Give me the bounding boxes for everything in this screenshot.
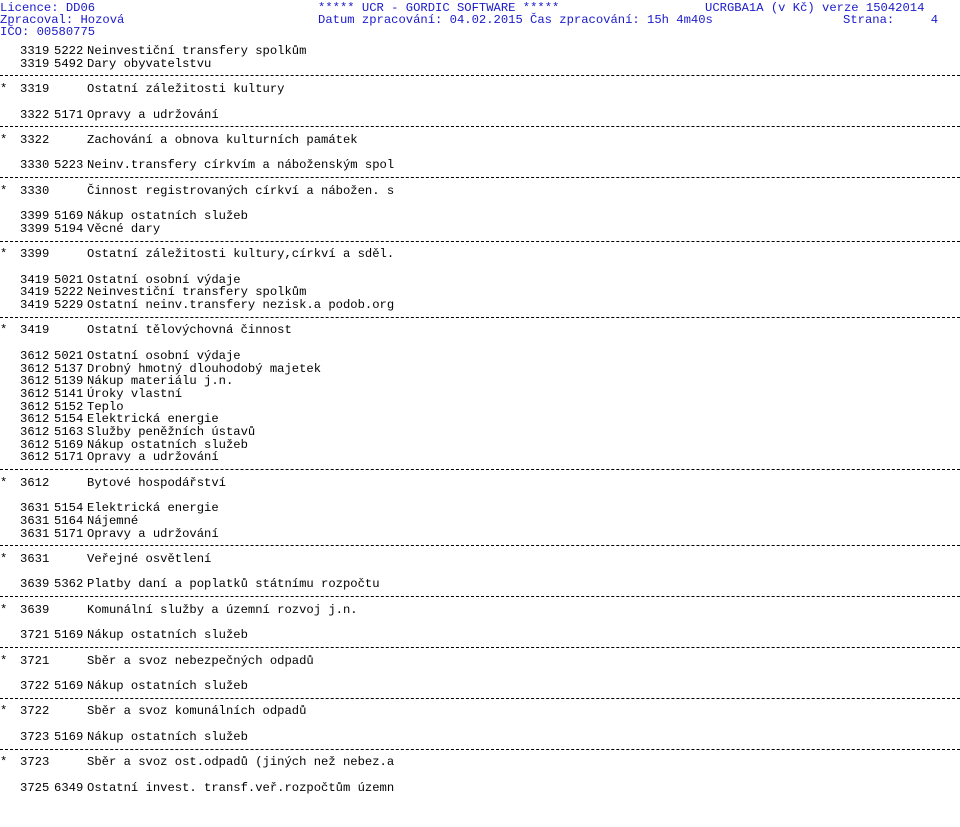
paragraph-code: 3322 [20,132,50,147]
paragraph-code: 3612 [20,361,50,376]
product-text: ***** UCR - GORDIC SOFTWARE ***** [318,1,560,15]
item-code: 5163 [54,425,84,439]
row-description: Opravy a udržování [87,450,219,465]
item-code: 5152 [54,399,84,414]
subtotal-marker: * [0,704,8,719]
paragraph-code: 3612 [20,425,50,439]
datum-text: Datum zpracování: 04.02.2015 [318,13,523,27]
paragraph-code: 3319 [20,44,50,58]
paragraph-code: 3612 [20,386,50,401]
subtotal-marker: * [0,183,8,198]
row-description: Nákup ostatních služeb [87,437,248,452]
item-code: 5171 [54,526,84,541]
row-description: Drobný hmotný dlouhodobý majetek [87,361,322,376]
item-code: 5169 [54,437,84,452]
row-description: Sběr a svoz nebezpečných odpadů [87,653,314,668]
row-description: Dary obyvatelstvu [87,56,212,71]
row-description: Ostatní osobní výdaje [87,272,241,287]
paragraph-code: 3612 [20,437,50,452]
item-code: 5223 [54,158,84,173]
ico-text: IČO: 00580775 [0,25,96,39]
item-code: 5171 [54,107,84,122]
paragraph-code: 3419 [20,272,50,287]
item-code: 5169 [54,209,84,224]
row-description: Elektrická energie [87,501,219,516]
paragraph-code: 3639 [20,602,50,617]
item-code: 5362 [54,577,84,592]
row-description: Ostatní osobní výdaje [87,348,241,363]
dashed-separator [0,177,960,178]
dashed-separator [0,317,960,318]
row-description: Zachování a obnova kulturních památek [87,132,358,147]
paragraph-code: 3319 [20,56,50,71]
licence-text: Licence: DD06 [0,1,96,15]
strana-text: Strana: 4 [843,13,939,27]
header-line-3 [0,24,96,40]
item-code: 5222 [54,285,84,300]
dashed-separator [0,596,960,597]
row-description: Platby daní a poplatků státnímu rozpočtu [87,577,380,592]
zpracoval-text: Zpracoval: Hozová [0,13,125,27]
paragraph-code: 3721 [20,628,50,643]
dashed-separator [0,749,960,750]
row-description: Ostatní záležitosti kultury [87,82,285,97]
item-code: 5222 [54,44,84,58]
paragraph-code: 3419 [20,323,50,338]
row-description: Veřejné osvětlení [87,552,212,566]
paragraph-code: 3330 [20,183,50,198]
row-description: Ostatní neinv.transfery nezisk.a podob.org [87,298,395,312]
item-code: 5229 [54,298,84,312]
paragraph-code: 3631 [20,513,50,528]
paragraph-code: 3399 [20,209,50,224]
row-description: Komunální služby a územní rozvoj j.n. [87,602,358,617]
item-code: 5164 [54,513,84,528]
item-code: 5141 [54,386,84,401]
paragraph-code: 3723 [20,755,50,770]
subtotal-marker: * [0,602,8,617]
row-description: Nákup ostatních služeb [87,679,248,693]
item-code: 5169 [54,729,84,744]
row-description: Elektrická energie [87,412,219,427]
row-description: Služby peněžních ústavů [87,425,256,439]
item-code: 5169 [54,628,84,643]
dashed-separator [0,698,960,699]
item-code: 5154 [54,412,84,427]
cas-text: Čas zpracování: 15h 4m40s [530,13,713,27]
paragraph-code: 3612 [20,399,50,414]
dashed-separator [0,241,960,242]
item-code: 5492 [54,56,84,71]
paragraph-code: 3631 [20,526,50,541]
paragraph-code: 3322 [20,107,50,122]
subtotal-marker: * [0,132,8,147]
row-description: Nákup ostatních služeb [87,628,248,643]
paragraph-code: 3631 [20,552,50,566]
paragraph-code: 3721 [20,653,50,668]
row-description: Úroky vlastní [87,386,183,401]
paragraph-code: 3723 [20,729,50,744]
dashed-separator [0,469,960,470]
row-description: Opravy a udržování [87,526,219,541]
item-code: 5021 [54,272,84,287]
row-description: Nákup ostatních služeb [87,209,248,224]
dashed-separator [0,126,960,127]
paragraph-code: 3419 [20,285,50,300]
item-code: 5194 [54,221,84,236]
item-code: 5137 [54,361,84,376]
paragraph-code: 3399 [20,221,50,236]
subtotal-marker: * [0,247,8,262]
paragraph-code: 3330 [20,158,50,173]
paragraph-code: 3612 [20,450,50,465]
dashed-separator [0,647,960,648]
subtotal-marker: * [0,552,8,566]
paragraph-code: 3612 [20,475,50,490]
row-description: Ostatní tělovýchovná činnost [87,323,292,338]
item-code: 5154 [54,501,84,516]
subtotal-marker: * [0,323,8,338]
item-code: 5171 [54,450,84,465]
row-description: Neinvestiční transfery spolkům [87,44,307,58]
item-code: 5139 [54,374,84,389]
subtotal-marker: * [0,475,8,490]
paragraph-code: 3419 [20,298,50,312]
row-description: Ostatní invest. transf.veř.rozpočtům územn [87,780,395,795]
paragraph-code: 3399 [20,247,50,262]
report-id-text: UCRGBA1A (v Kč) verze 15042014 [705,1,925,15]
paragraph-code: 3639 [20,577,50,592]
row-description: Neinvestiční transfery spolkům [87,285,307,300]
row-description: Činnost registrovaných církví a nábožen. s [87,183,395,198]
dashed-separator [0,545,960,546]
row-description: Nákup materiálu j.n. [87,374,234,389]
row-description: Ostatní záležitosti kultury,církví a sděl. [87,247,395,262]
subtotal-marker: * [0,755,8,770]
item-code: 6349 [54,780,84,795]
row-description: Neinv.transfery církvím a náboženským spol [87,158,395,173]
row-description: Teplo [87,399,124,414]
subtotal-marker: * [0,653,8,668]
row-description: Bytové hospodářství [87,475,226,490]
row-description: Nákup ostatních služeb [87,729,248,744]
paragraph-code: 3319 [20,82,50,97]
paragraph-code: 3612 [20,348,50,363]
dashed-separator [0,75,960,76]
row-description: Sběr a svoz komunálních odpadů [87,704,307,719]
paragraph-code: 3725 [20,780,50,795]
row-description: Věcné dary [87,221,161,236]
paragraph-code: 3722 [20,704,50,719]
paragraph-code: 3722 [20,679,50,693]
paragraph-code: 3612 [20,412,50,427]
row-description: Nájemné [87,513,139,528]
item-code: 5021 [54,348,84,363]
subtotal-marker: * [0,82,8,97]
row-description: Opravy a udržování [87,107,219,122]
item-code: 5169 [54,679,84,693]
row-description: Sběr a svoz ost.odpadů (jiných než nebez.a [87,755,395,770]
paragraph-code: 3631 [20,501,50,516]
paragraph-code: 3612 [20,374,50,389]
